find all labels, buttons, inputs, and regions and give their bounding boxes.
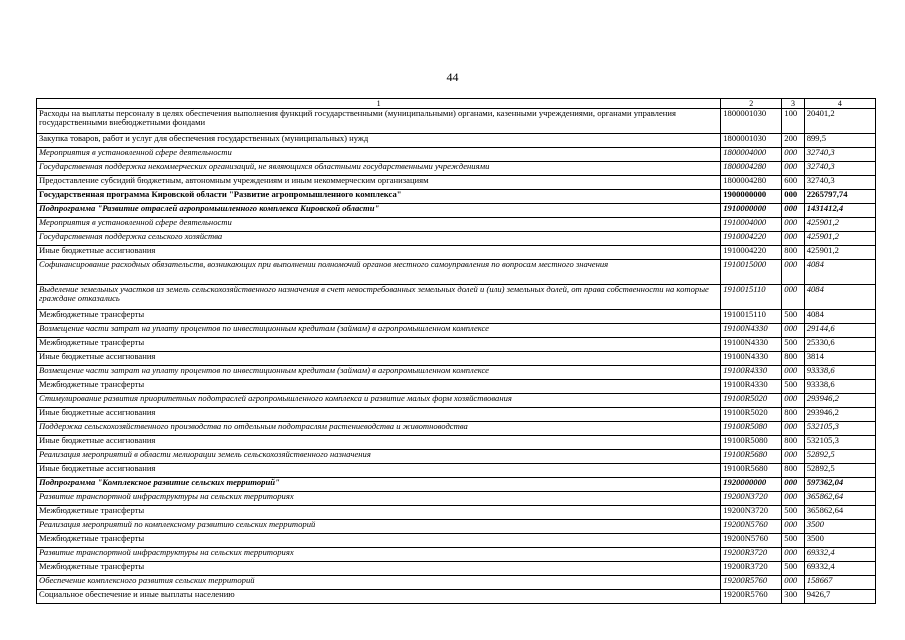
table-row <box>37 562 876 576</box>
row-code-cell: 19100R5680 <box>721 450 782 464</box>
row-code-cell: 1910015000 <box>721 260 782 285</box>
row-name-cell: Поддержка сельскохозяйственного производства по отдельным подотраслям растениеводства и животноводства <box>37 422 721 436</box>
row-name-cell: Возмещение части затрат на уплату процентов по инвестиционным кредитам (займам) в агропромышленном комплексе <box>37 366 721 380</box>
row-name-cell: Софинансирование расходных обязательств, возникающих при выполнении полномочий органов местного самоуправления по вопросам местного значения <box>37 260 721 285</box>
table-row <box>37 576 876 590</box>
table-row <box>37 285 876 310</box>
row-name-cell: Мероприятия в установленной сфере деятельности <box>37 218 721 232</box>
row-code-cell: 1910015110 <box>721 285 782 310</box>
row-code-cell: 19100R5020 <box>721 408 782 422</box>
row-code-cell: 19200N3720 <box>721 506 782 520</box>
row-name-cell: Межбюджетные трансферты <box>37 310 721 324</box>
row-vr-cell: 500 <box>782 506 804 520</box>
row-sum-cell: 29144,6 <box>804 324 875 338</box>
column-header-code: 2 <box>721 99 782 109</box>
row-code-cell: 19100N4330 <box>721 352 782 366</box>
row-vr-cell: 000 <box>782 162 804 176</box>
row-vr-cell: 000 <box>782 232 804 246</box>
table-row <box>37 408 876 422</box>
row-code-cell: 19200R5760 <box>721 576 782 590</box>
row-name-cell: Государственная поддержка некоммерческих организаций, не являющихся областными государственными учреждениями <box>37 162 721 176</box>
table-row <box>37 436 876 450</box>
row-code-cell: 19100R5680 <box>721 464 782 478</box>
row-vr-cell: 800 <box>782 464 804 478</box>
row-code-cell: 19200N5760 <box>721 520 782 534</box>
table-row <box>37 260 876 285</box>
row-name-cell: Иные бюджетные ассигнования <box>37 464 721 478</box>
row-name-cell: Межбюджетные трансферты <box>37 534 721 548</box>
row-sum-cell: 425901,2 <box>804 246 875 260</box>
row-vr-cell: 500 <box>782 310 804 324</box>
row-sum-cell: 4084 <box>804 310 875 324</box>
row-name-cell: Развитие транспортной инфраструктуры на сельских территориях <box>37 492 721 506</box>
table-row <box>37 148 876 162</box>
row-name-cell: Расходы на выплаты персоналу в целях обеспечения выполнения функций государственными (муниципальными) органами, казенными учреждениями, органами управления государственными внебюджетными фондами <box>37 109 721 134</box>
table-row <box>37 394 876 408</box>
row-vr-cell: 800 <box>782 352 804 366</box>
row-code-cell: 1800001030 <box>721 109 782 134</box>
row-name-cell: Социальное обеспечение и иные выплаты населению <box>37 590 721 604</box>
row-vr-cell: 000 <box>782 366 804 380</box>
table-row <box>37 232 876 246</box>
row-name-cell: Подпрограмма "Развитие отраслей агропромышленного комплекса Кировской области" <box>37 204 721 218</box>
row-name-cell: Иные бюджетные ассигнования <box>37 408 721 422</box>
row-code-cell: 1910015110 <box>721 310 782 324</box>
row-code-cell: 1800004280 <box>721 162 782 176</box>
table-row <box>37 506 876 520</box>
table-row <box>37 190 876 204</box>
table-row <box>37 246 876 260</box>
row-code-cell: 19200R3720 <box>721 548 782 562</box>
table-row <box>37 590 876 604</box>
row-code-cell: 19200N3720 <box>721 492 782 506</box>
row-code-cell: 1910004220 <box>721 246 782 260</box>
row-sum-cell: 93338,6 <box>804 380 875 394</box>
row-code-cell: 19100R4330 <box>721 366 782 380</box>
row-vr-cell: 200 <box>782 134 804 148</box>
row-vr-cell: 000 <box>782 148 804 162</box>
row-vr-cell: 000 <box>782 492 804 506</box>
row-sum-cell: 597362,04 <box>804 478 875 492</box>
row-vr-cell: 000 <box>782 190 804 204</box>
row-vr-cell: 600 <box>782 176 804 190</box>
row-name-cell: Межбюджетные трансферты <box>37 506 721 520</box>
row-sum-cell: 365862,64 <box>804 506 875 520</box>
row-vr-cell: 000 <box>782 260 804 285</box>
row-code-cell: 19200R5760 <box>721 590 782 604</box>
row-vr-cell: 800 <box>782 436 804 450</box>
row-code-cell: 19100R4330 <box>721 380 782 394</box>
row-code-cell: 1910004000 <box>721 218 782 232</box>
row-code-cell: 19100R5080 <box>721 422 782 436</box>
row-sum-cell: 93338,6 <box>804 366 875 380</box>
row-name-cell: Государственная программа Кировской области "Развитие агропромышленного комплекса" <box>37 190 721 204</box>
row-sum-cell: 4084 <box>804 285 875 310</box>
row-sum-cell: 532105,3 <box>804 422 875 436</box>
row-code-cell: 1910000000 <box>721 204 782 218</box>
page-number: 44 <box>446 70 459 84</box>
row-vr-cell: 300 <box>782 590 804 604</box>
row-sum-cell: 158667 <box>804 576 875 590</box>
row-vr-cell: 800 <box>782 246 804 260</box>
table-row <box>37 366 876 380</box>
table-row <box>37 380 876 394</box>
row-sum-cell: 32740,3 <box>804 176 875 190</box>
row-name-cell: Иные бюджетные ассигнования <box>37 436 721 450</box>
row-vr-cell: 000 <box>782 450 804 464</box>
table-header-row <box>37 99 876 109</box>
row-name-cell: Закупка товаров, работ и услуг для обеспечения государственных (муниципальных) нужд <box>37 134 721 148</box>
row-code-cell: 19200R3720 <box>721 562 782 576</box>
row-vr-cell: 000 <box>782 576 804 590</box>
row-vr-cell: 000 <box>782 204 804 218</box>
row-name-cell: Развитие транспортной инфраструктуры на сельских территориях <box>37 548 721 562</box>
row-vr-cell: 000 <box>782 218 804 232</box>
table-row <box>37 478 876 492</box>
row-code-cell: 1800004280 <box>721 176 782 190</box>
row-vr-cell: 000 <box>782 285 804 310</box>
row-code-cell: 1800001030 <box>721 134 782 148</box>
row-sum-cell: 425901,2 <box>804 218 875 232</box>
row-vr-cell: 000 <box>782 324 804 338</box>
row-sum-cell: 20401,2 <box>804 109 875 134</box>
row-name-cell: Предоставление субсидий бюджетным, автономным учреждениям и иным некоммерческим организациям <box>37 176 721 190</box>
row-sum-cell: 32740,3 <box>804 148 875 162</box>
row-code-cell: 19100N4330 <box>721 324 782 338</box>
table-row <box>37 109 876 134</box>
table-row <box>37 520 876 534</box>
row-code-cell: 1910004220 <box>721 232 782 246</box>
table-row <box>37 548 876 562</box>
row-sum-cell: 25330,6 <box>804 338 875 352</box>
column-header-name: 1 <box>37 99 721 109</box>
row-name-cell: Межбюджетные трансферты <box>37 380 721 394</box>
row-sum-cell: 69332,4 <box>804 548 875 562</box>
row-vr-cell: 500 <box>782 534 804 548</box>
row-name-cell: Государственная поддержка сельского хозяйства <box>37 232 721 246</box>
row-name-cell: Подпрограмма "Комплексное развитие сельских территорий" <box>37 478 721 492</box>
row-sum-cell: 32740,3 <box>804 162 875 176</box>
row-sum-cell: 1431412,4 <box>804 204 875 218</box>
table-body <box>37 109 876 604</box>
row-vr-cell: 000 <box>782 422 804 436</box>
row-name-cell: Иные бюджетные ассигнования <box>37 352 721 366</box>
row-name-cell: Обеспечение комплексного развития сельских территорий <box>37 576 721 590</box>
budget-table <box>36 98 876 604</box>
row-code-cell: 19200N5760 <box>721 534 782 548</box>
row-sum-cell: 425901,2 <box>804 232 875 246</box>
row-sum-cell: 52892,5 <box>804 450 875 464</box>
row-name-cell: Реализация мероприятий в области мелиорации земель сельскохозяйственного назначения <box>37 450 721 464</box>
row-sum-cell: 3500 <box>804 520 875 534</box>
row-sum-cell: 3500 <box>804 534 875 548</box>
table-row <box>37 464 876 478</box>
row-vr-cell: 500 <box>782 338 804 352</box>
column-header-sum: 4 <box>804 99 875 109</box>
table-row <box>37 162 876 176</box>
row-vr-cell: 800 <box>782 408 804 422</box>
table-row <box>37 450 876 464</box>
table-row <box>37 134 876 148</box>
row-code-cell: 1920000000 <box>721 478 782 492</box>
row-name-cell: Межбюджетные трансферты <box>37 338 721 352</box>
row-vr-cell: 000 <box>782 520 804 534</box>
row-sum-cell: 3814 <box>804 352 875 366</box>
row-vr-cell: 000 <box>782 478 804 492</box>
table-row <box>37 218 876 232</box>
row-sum-cell: 9426,7 <box>804 590 875 604</box>
row-vr-cell: 500 <box>782 380 804 394</box>
table-row <box>37 176 876 190</box>
column-header-vr: 3 <box>782 99 804 109</box>
row-vr-cell: 500 <box>782 562 804 576</box>
table-row <box>37 338 876 352</box>
table-row <box>37 492 876 506</box>
row-name-cell: Выделение земельных участков из земель сельскохозяйственного назначения в счет невостребованных земельных долей и (или) земельных долей, от права собственности на которые граждане отказались <box>37 285 721 310</box>
row-code-cell: 19100R5020 <box>721 394 782 408</box>
row-sum-cell: 69332,4 <box>804 562 875 576</box>
table-row <box>37 310 876 324</box>
row-name-cell: Возмещение части затрат на уплату процентов по инвестиционным кредитам (займам) в агропромышленном комплексе <box>37 324 721 338</box>
row-code-cell: 19100N4330 <box>721 338 782 352</box>
row-vr-cell: 000 <box>782 394 804 408</box>
row-sum-cell: 365862,64 <box>804 492 875 506</box>
row-name-cell: Межбюджетные трансферты <box>37 562 721 576</box>
row-name-cell: Мероприятия в установленной сфере деятельности <box>37 148 721 162</box>
row-sum-cell: 293946,2 <box>804 394 875 408</box>
row-name-cell: Реализация мероприятий по комплексному развитию сельских территорий <box>37 520 721 534</box>
row-sum-cell: 4084 <box>804 260 875 285</box>
table-row <box>37 422 876 436</box>
table-row <box>37 204 876 218</box>
row-sum-cell: 532105,3 <box>804 436 875 450</box>
row-vr-cell: 000 <box>782 548 804 562</box>
row-code-cell: 1900000000 <box>721 190 782 204</box>
table-row <box>37 324 876 338</box>
row-sum-cell: 899,5 <box>804 134 875 148</box>
row-code-cell: 1800004000 <box>721 148 782 162</box>
row-code-cell: 19100R5080 <box>721 436 782 450</box>
row-name-cell: Иные бюджетные ассигнования <box>37 246 721 260</box>
row-sum-cell: 293946,2 <box>804 408 875 422</box>
table-row <box>37 534 876 548</box>
table-row <box>37 352 876 366</box>
row-sum-cell: 52892,5 <box>804 464 875 478</box>
row-sum-cell: 2265797,74 <box>804 190 875 204</box>
row-vr-cell: 100 <box>782 109 804 134</box>
row-name-cell: Стимулирование развития приоритетных подотраслей агропромышленного комплекса и развитие малых форм хозяйствования <box>37 394 721 408</box>
